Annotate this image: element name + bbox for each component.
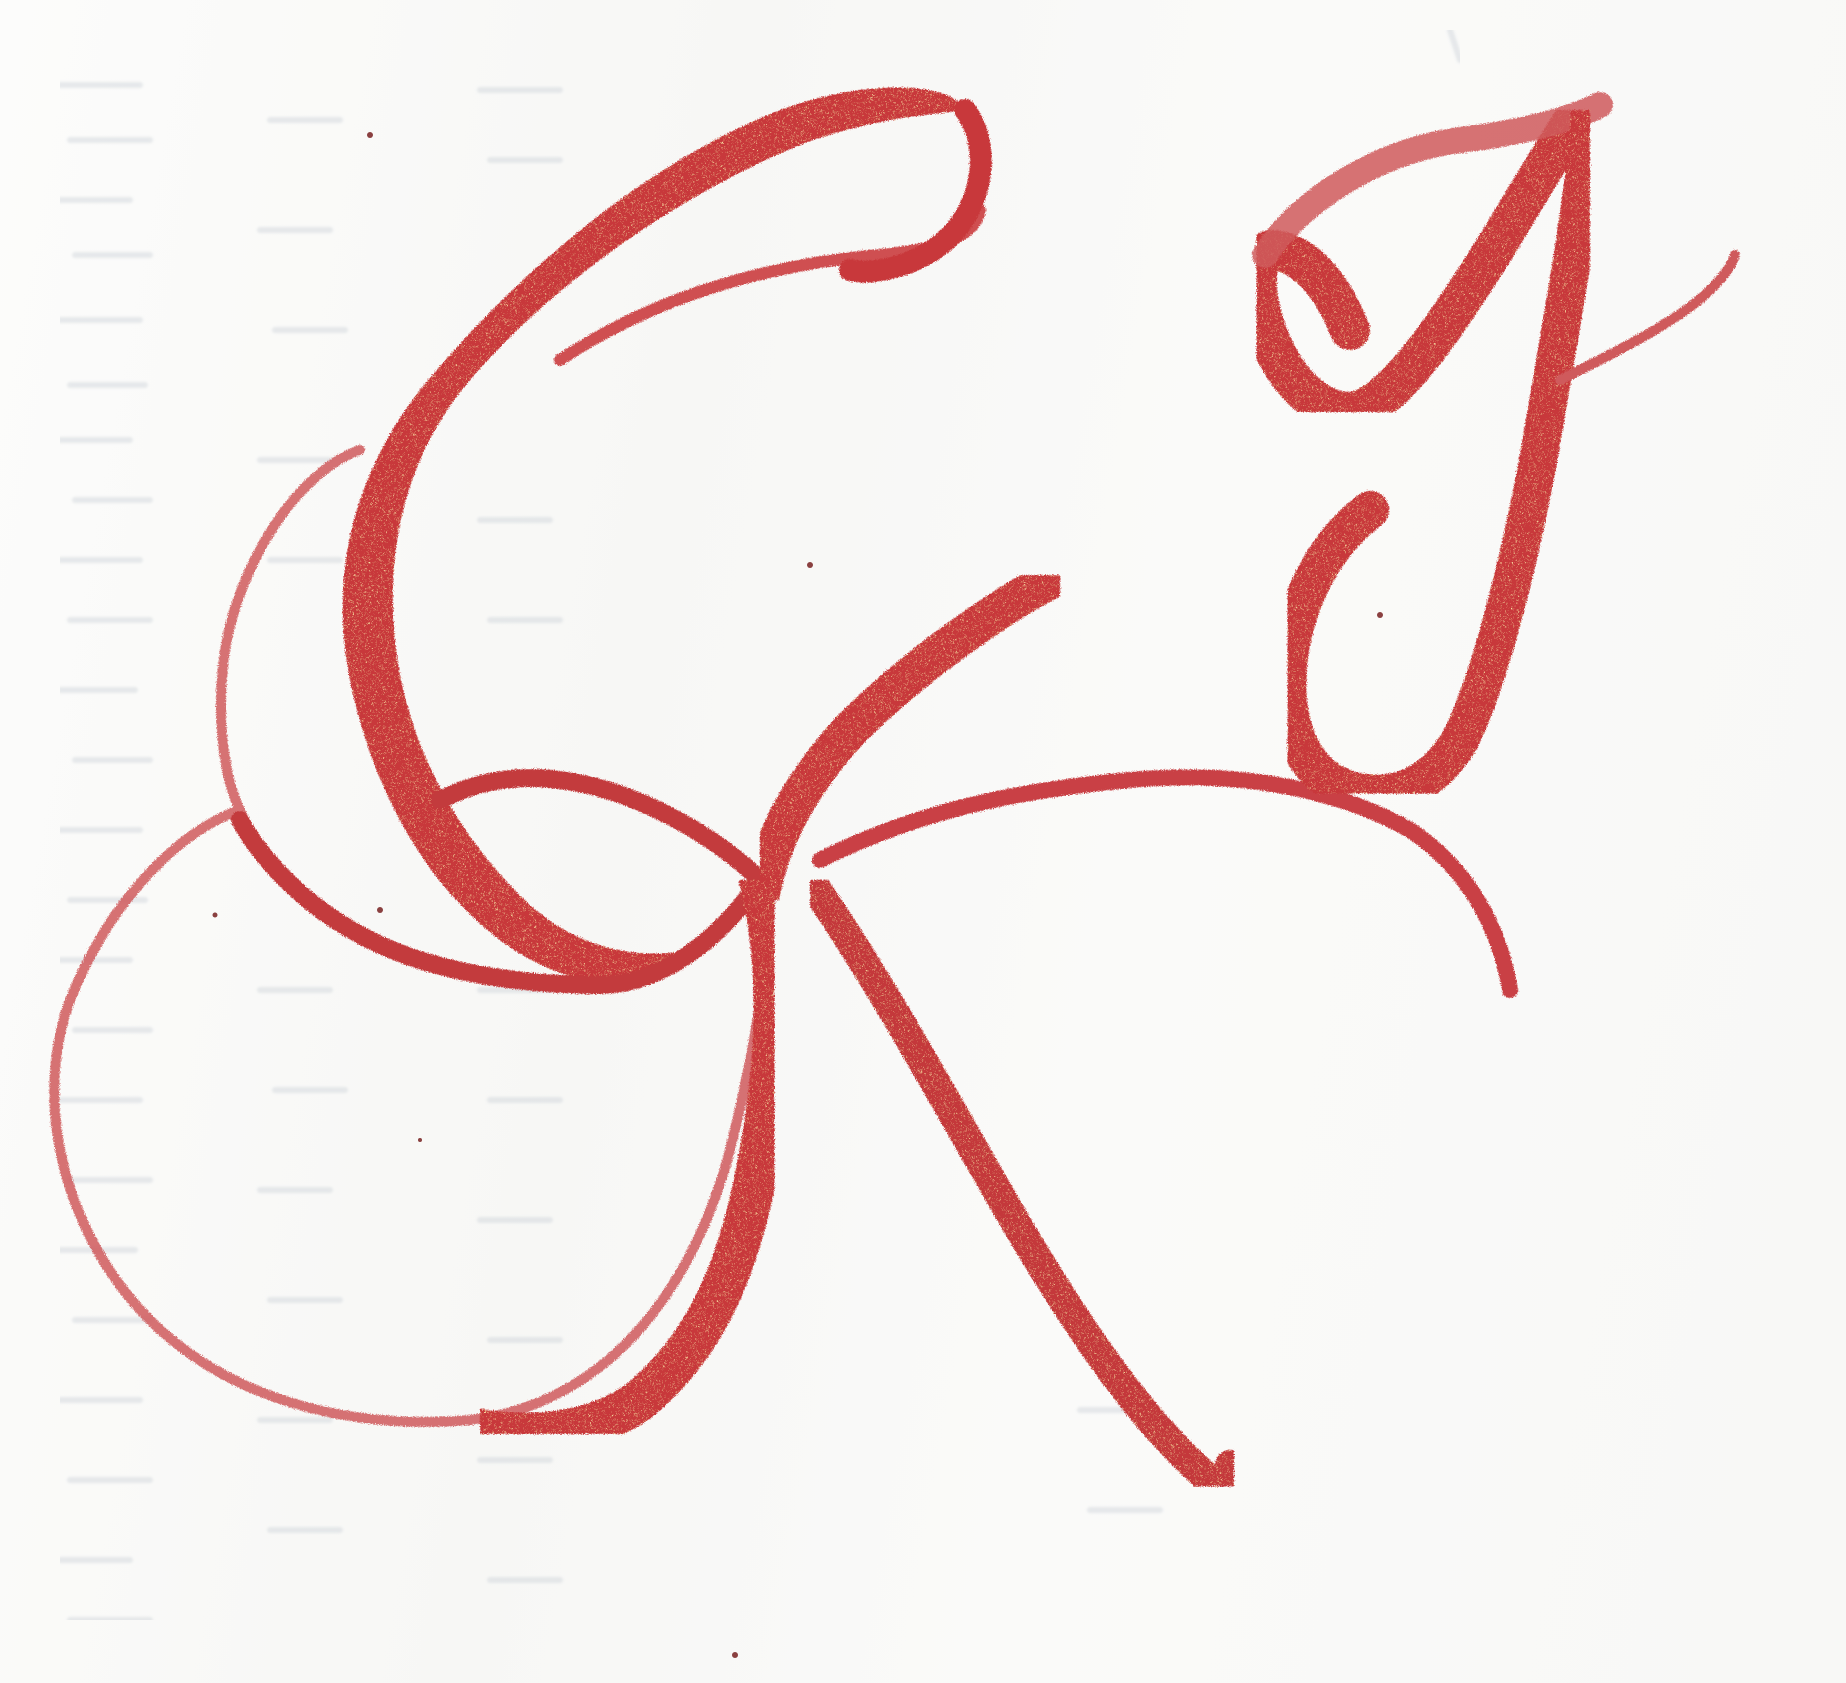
capital-g-leg	[810, 880, 1234, 1486]
capital-g-spine	[343, 88, 965, 983]
capital-g-letter	[54, 88, 1510, 1487]
lowercase-g-stem	[1288, 110, 1591, 793]
capital-g-outer-loop	[54, 450, 770, 1422]
capital-g-connector	[820, 777, 1510, 990]
capital-g-diagonal-stroke	[760, 575, 1060, 900]
lowercase-g-letter	[1257, 105, 1735, 793]
ink-specks	[213, 132, 1384, 1658]
